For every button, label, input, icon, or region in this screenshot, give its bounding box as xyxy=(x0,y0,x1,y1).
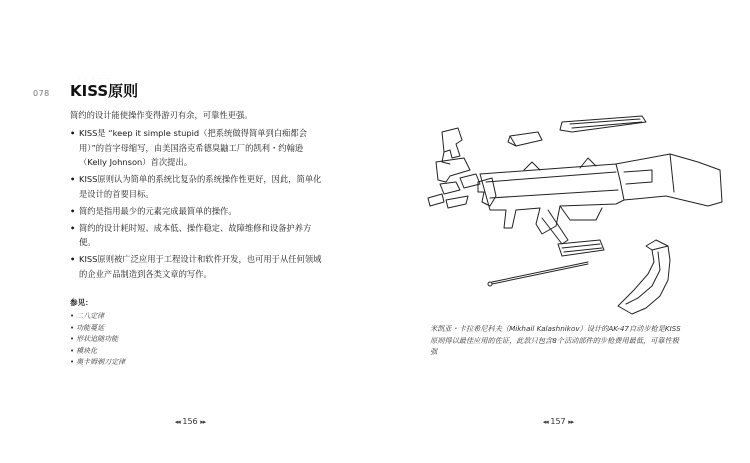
bullet-dot: • xyxy=(70,222,76,233)
bullet-text: KISS是 “keep it simple stupid（把系统做得简单到白痴都会用）”的首字母缩写，由美国洛克希德臭鼬工厂的凯利・约翰逊（Kelly Johnson）首次提出。 xyxy=(79,128,308,167)
page-title: KISS原则 xyxy=(70,82,139,100)
page-number-left xyxy=(160,417,220,426)
see-also-list xyxy=(70,311,125,369)
bullet-text: KISS原则认为简单的系统比复杂的系统操作性更好，因此，简单化是设计的首要目标。 xyxy=(79,174,322,199)
bullet-item xyxy=(70,126,325,170)
see-also-item xyxy=(70,311,125,323)
bullet-item xyxy=(70,204,325,219)
see-also-dot: • xyxy=(70,358,75,367)
cleaning-rod-part xyxy=(488,262,588,286)
bullet-item xyxy=(70,221,325,250)
entry-number: 078 xyxy=(33,89,50,98)
page-number-right xyxy=(528,417,588,426)
see-also-item xyxy=(70,323,125,335)
folio-ornament-icon: ▸▸ xyxy=(200,418,206,426)
see-also-text: 形状追随功能 xyxy=(76,335,119,344)
folio-ornament-icon: ◂◂ xyxy=(542,418,548,426)
see-also-dot: • xyxy=(70,346,75,355)
exploded-rifle-illustration xyxy=(420,110,750,325)
see-also-item xyxy=(70,346,125,358)
gas-tube-part xyxy=(560,116,646,132)
bullet-text: KISS原则被广泛应用于工程设计和软件开发，也可用于从任何领域的企业产品制造到各类文章的写作。 xyxy=(79,254,322,279)
dust-cover-part xyxy=(508,132,542,146)
see-also-heading: 参见： xyxy=(70,298,93,307)
page-number: 156 xyxy=(182,417,198,426)
rifle-body xyxy=(480,154,722,244)
bullet-item xyxy=(70,252,325,281)
bullet-dot: • xyxy=(70,254,76,264)
see-also-text: 模块化 xyxy=(76,346,98,355)
bullet-dot: • xyxy=(70,174,76,184)
bolt-parts xyxy=(428,158,496,208)
see-also-dot: • xyxy=(70,312,75,320)
see-also-text: 功能蔓延 xyxy=(76,323,105,332)
page-number: 157 xyxy=(550,417,566,426)
see-also-dot: • xyxy=(70,323,75,332)
right-page xyxy=(375,0,750,463)
see-also-text: 二八定律 xyxy=(76,312,105,320)
bullet-text: 简约是指用最少的元素完成最简单的操作。 xyxy=(79,205,237,216)
folio-ornament-icon: ◂◂ xyxy=(174,418,180,426)
bullet-item xyxy=(70,172,325,201)
intro-text: 简约的设计能使操作变得游刃有余，可靠性更强。 xyxy=(70,110,253,120)
folio-ornament-icon: ▸▸ xyxy=(568,418,574,426)
title-decoration: · · · · · xyxy=(78,76,111,82)
see-also-item xyxy=(70,357,125,369)
see-also-text: 奥卡姆剃刀定律 xyxy=(76,358,126,367)
bullet-text: 简约的设计耗时短、成本低、操作稳定、故障维修和设备护养方便。 xyxy=(79,222,312,247)
bullet-dot: • xyxy=(70,128,76,138)
see-also-dot: • xyxy=(70,335,75,344)
figure-caption: 米凯亚・卡拉希尼科夫（Mikhail Kalashnikov）设计的AK-47自动步枪是KISS原则得以最佳应用的佐证，此款只包含8个活动部件的步枪费用最低，可靠性极强 xyxy=(430,324,681,356)
see-also-item xyxy=(70,334,125,346)
magazine-part xyxy=(618,240,670,314)
bullet-list xyxy=(70,126,325,284)
bullet-dot: • xyxy=(70,205,76,216)
